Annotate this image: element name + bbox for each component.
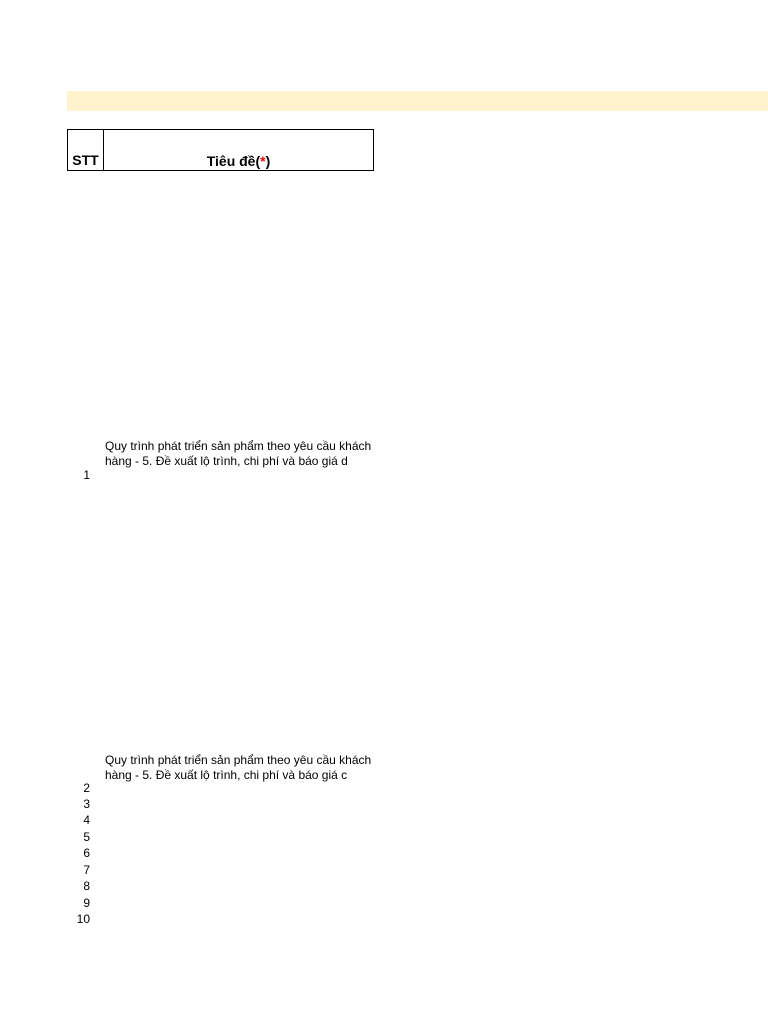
- row-number-5: 5: [83, 830, 90, 844]
- row-number-8: 8: [83, 879, 90, 893]
- row-number-9: 9: [83, 896, 90, 910]
- title-header-suffix: ): [265, 153, 271, 169]
- table-header: [67, 129, 374, 171]
- row-number-1: 1: [83, 468, 90, 482]
- title-column-header: [104, 130, 373, 170]
- row-number-6: 6: [83, 846, 90, 860]
- row-title-1: Quy trình phát triển sản phẩm theo yêu cầu khách hàng - 5. Đề xuất lộ trình, chi phí và báo giá d: [105, 439, 372, 468]
- title-header-label: Tiêu đề(: [206, 153, 261, 169]
- row-number-3: 3: [83, 797, 90, 811]
- row-number-7: 7: [83, 863, 90, 877]
- row-number-4: 4: [83, 813, 90, 827]
- required-asterisk: *: [260, 153, 266, 169]
- stt-column-header: STT: [68, 130, 104, 170]
- row-number-10: 10: [76, 912, 90, 926]
- row-title-2: Quy trình phát triển sản phẩm theo yêu cầu khách hàng - 5. Đề xuất lộ trình, chi phí và báo giá c: [105, 753, 372, 782]
- row-number-2: 2: [83, 781, 90, 795]
- header-banner: [67, 91, 768, 111]
